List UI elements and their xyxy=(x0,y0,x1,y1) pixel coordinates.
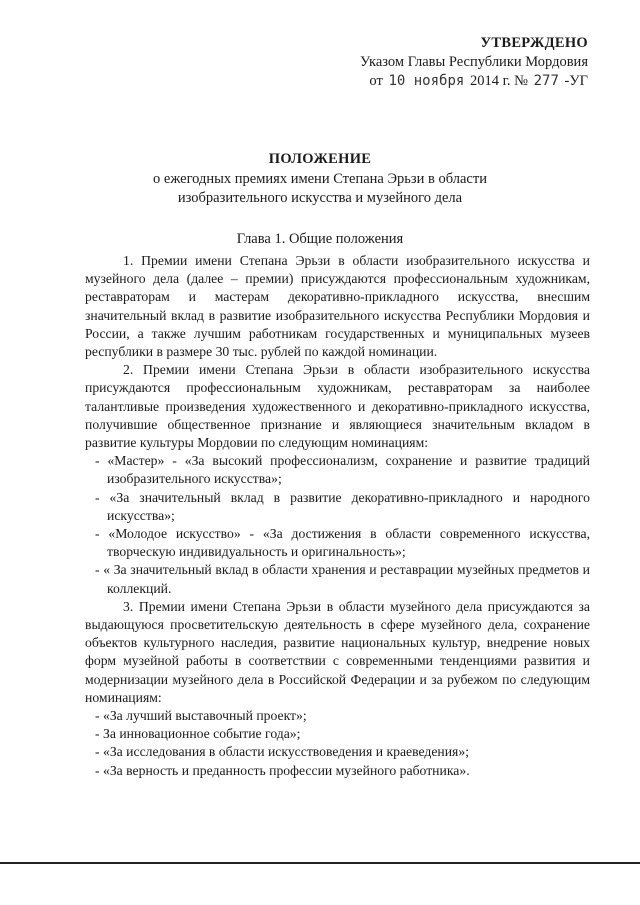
list-item: - «За лучший выставочный проект»; xyxy=(95,708,307,724)
list-item: - « За значительный вклад в области хранения и реставрации музейных предметов и коллекций. xyxy=(95,562,590,596)
approval-block xyxy=(360,34,588,91)
date-prefix: от xyxy=(369,73,383,89)
list-item: - «Молодое искусство» - «За достижения в области современного искусства, творческую индивидуальность и оригинальность»; xyxy=(95,526,590,560)
handwritten-number: 277 xyxy=(533,73,559,89)
date-year: 2014 г. № xyxy=(469,73,528,89)
bottom-rule xyxy=(0,862,640,864)
approval-by: Указом Главы Республики Мордовия xyxy=(360,54,588,70)
list-item: - «За исследования в области искусствоведения и краеведения»; xyxy=(95,744,469,760)
section-2-paragraph: 2. Премии имени Степана Эрьзи в области изобразительного искусства присуждаются профессиональным художникам, реставраторам за наиболее талантливые произведения художественного и декоративно-прикладного искусства, получившие общественное признание и являющиеся значительным вкладом в развитие культуры Мордовии по следующим номинациям: xyxy=(85,362,590,451)
approval-date-line xyxy=(360,72,588,91)
handwritten-day: 10 ноября xyxy=(388,73,465,89)
section-2-list xyxy=(85,452,590,598)
list-item: - За инновационное событие года»; xyxy=(95,726,301,742)
section-3-paragraph: 3. Премии имени Степана Эрьзи в области музейного дела присуждаются за выдающуюся просветительскую деятельность в сфере музейного дела, сохранение объектов культурного наследия, развитие национальных культур, внедрение новых форм музейной работы в соответствии с современными тенденциями развития и модернизации музейного дела в Российской Федерации и за рубежом по следующим номинациям: xyxy=(85,598,590,705)
list-item: - «За верность и преданность профессии музейного работника». xyxy=(95,762,470,778)
list-item: - «За значительный вклад в развитие декоративно-прикладного и народного искусства»; xyxy=(95,489,590,523)
document-subtitle: о ежегодных премиях имени Степана Эрьзи в области изобразительного искусства и музейного дела xyxy=(153,171,487,206)
document-body xyxy=(85,252,590,780)
section-1-paragraph: 1. Премии имени Степана Эрьзи в области изобразительного искусства и музейного дела (далее – премии) присуждаются профессиональным художникам, реставраторам и мастерам декоративно-прикладного искусства, внесшим значительный вклад в развитие изобразительного искусства Республики Мордовия и России, а также лучшим работникам государственных и муниципальных музеев республики в размере 30 тыс. рублей по каждой номинации. xyxy=(85,253,590,360)
number-suffix: -УГ xyxy=(564,73,588,89)
section-3-list xyxy=(85,707,590,780)
title-block xyxy=(0,150,640,249)
approval-stamp: УТВЕРЖДЕНО xyxy=(480,35,588,51)
document-title: ПОЛОЖЕНИЕ xyxy=(268,151,372,167)
chapter-heading: Глава 1. Общие положения xyxy=(236,231,404,247)
list-item: - «Мастер» - «За высокий профессионализм, сохранение и развитие традиций изобразительного искусства»; xyxy=(95,453,590,487)
